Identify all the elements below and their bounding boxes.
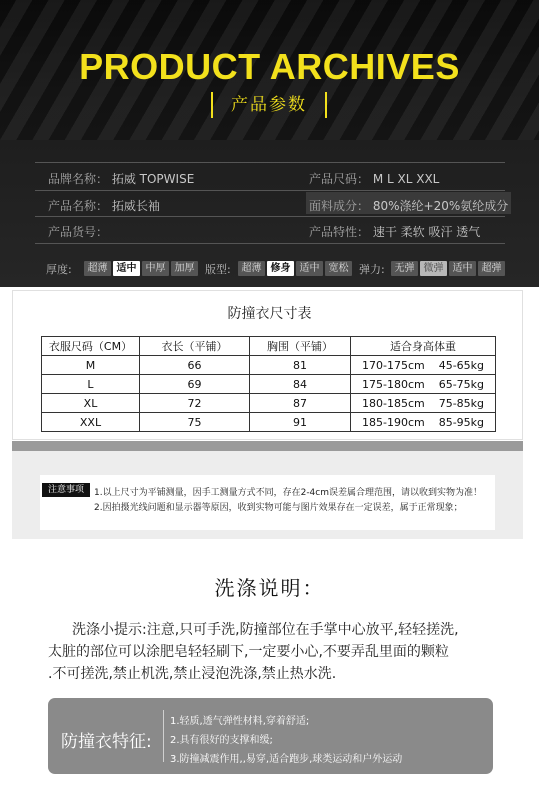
table-cell: 69 xyxy=(140,375,250,394)
page-title: PRODUCT ARCHIVES xyxy=(79,46,460,87)
notice-line-1: 1.以上尺寸为平铺测量，因手工测量方式不同，存在2-4cm误差属合理范围，请以收到实物为准！ xyxy=(94,488,483,498)
name-label: 产品名称： xyxy=(48,199,109,213)
thickness-tag: 超薄 xyxy=(84,261,111,276)
fabric-info xyxy=(309,197,508,214)
table-cell: 81 xyxy=(250,356,351,375)
size-chart-title: 防撞衣尺寸表 xyxy=(227,306,312,322)
table-cell: 175-180cm 65-75kg xyxy=(351,375,496,394)
table-row xyxy=(42,356,496,375)
divider xyxy=(35,190,505,191)
table-cell: 84 xyxy=(250,375,351,394)
thickness-tag: 中厚 xyxy=(142,261,169,276)
table-header: 胸围（平铺） xyxy=(250,337,351,356)
table-header: 衣长（平铺） xyxy=(140,337,250,356)
name-value: 拓威长袖 xyxy=(111,199,160,213)
sku-label: 产品货号： xyxy=(48,225,109,239)
elastic-tag: 无弹 xyxy=(391,261,418,276)
feature-item-2: 2.具有很好的支撑和缓; xyxy=(170,735,273,746)
table-cell: XXL xyxy=(42,413,140,432)
sizes-info xyxy=(309,170,439,187)
table-cell: L xyxy=(42,375,140,394)
page-subtitle: 产品参数 xyxy=(211,92,327,118)
washing-title: 洗涤说明： xyxy=(214,576,325,600)
brand-info xyxy=(48,170,194,187)
sizes-label: 产品尺码： xyxy=(309,172,370,186)
fit-tag: 适中 xyxy=(296,261,323,276)
size-table xyxy=(41,336,496,432)
fit-label: 版型: xyxy=(205,263,231,276)
divider xyxy=(35,243,505,244)
brand-value: 拓威 TOPWISE xyxy=(111,172,195,186)
sku-info xyxy=(48,223,108,240)
section-band xyxy=(12,441,523,451)
table-cell: 72 xyxy=(140,394,250,413)
washing-line-3: .不可搓洗,禁止机洗,禁止浸泡洗涤,禁止热水洗. xyxy=(48,666,337,682)
table-row xyxy=(42,413,496,432)
notice-line-2: 2.因拍摄光线问题和显示器等原因，收到实物可能与图片效果存在一定误差，属于正常现象； xyxy=(94,503,463,513)
table-cell: 87 xyxy=(250,394,351,413)
thickness-label: 厚度: xyxy=(46,263,72,276)
feature-divider xyxy=(163,710,164,762)
table-cell: 180-185cm 75-85kg xyxy=(351,394,496,413)
table-cell: 185-190cm 85-95kg xyxy=(351,413,496,432)
table-cell: 91 xyxy=(250,413,351,432)
table-header: 适合身高体重 xyxy=(351,337,496,356)
divider xyxy=(35,162,505,163)
table-cell: M xyxy=(42,356,140,375)
features-value: 速干 柔软 吸汗 透气 xyxy=(372,225,481,239)
washing-line-2: 太脏的部位可以涂肥皂轻轻刷下,一定要小心,不要弄乱里面的颗粒 xyxy=(48,644,449,660)
elastic-tag: 超弹 xyxy=(478,261,505,276)
features-info xyxy=(309,223,480,240)
elastic-tag: 适中 xyxy=(449,261,476,276)
table-row xyxy=(42,375,496,394)
thickness-tag-selected: 适中 xyxy=(113,261,140,276)
table-cell: 170-175cm 45-65kg xyxy=(351,356,496,375)
sizes-value: M L XL XXL xyxy=(372,172,440,186)
feature-item-3: 3.防撞减震作用,,易穿,适合跑步,球类运动和户外运动 xyxy=(170,754,403,765)
table-header: 衣服尺码（CM） xyxy=(42,337,140,356)
name-info xyxy=(48,197,160,214)
attribute-row xyxy=(0,258,539,278)
table-cell: 66 xyxy=(140,356,250,375)
thickness-tag: 加厚 xyxy=(171,261,198,276)
fit-tag-selected: 修身 xyxy=(267,261,294,276)
feature-item-1: 1.轻质,透气弹性材料,穿着舒适; xyxy=(170,716,310,727)
elastic-tag-selected: 微弹 xyxy=(420,261,447,276)
elastic-label: 弹力: xyxy=(359,263,385,276)
fabric-label: 面料成分： xyxy=(309,199,370,213)
fit-tag: 宽松 xyxy=(325,261,352,276)
table-cell: XL xyxy=(42,394,140,413)
divider xyxy=(35,216,505,217)
fabric-value: 80%涤纶+20%氨纶成分 xyxy=(372,199,509,213)
washing-line-1: 洗涤小提示:注意,只可手洗,防撞部位在手掌中心放平,轻轻搓洗, xyxy=(72,622,459,638)
feature-label: 防撞衣特征: xyxy=(61,732,152,752)
features-label: 产品特性： xyxy=(309,225,370,239)
notice-tag: 注意事项 xyxy=(42,483,90,497)
table-header-row xyxy=(42,337,496,356)
fit-tag: 超薄 xyxy=(238,261,265,276)
table-cell: 75 xyxy=(140,413,250,432)
brand-label: 品牌名称： xyxy=(48,172,109,186)
table-row xyxy=(42,394,496,413)
